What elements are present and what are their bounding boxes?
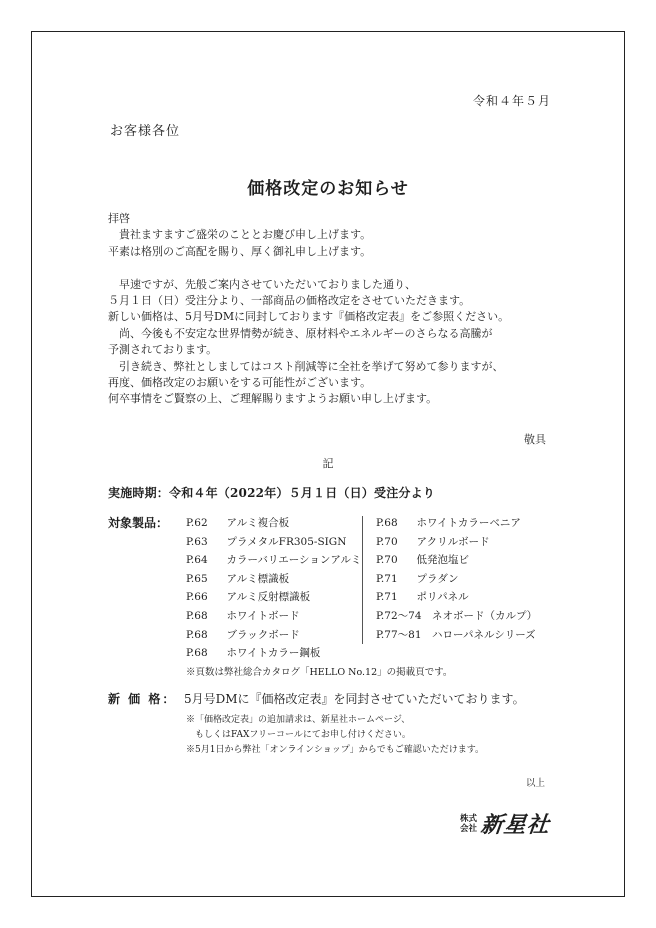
list-item (186, 551, 361, 570)
note-line: もしくはFAXフリーコールにてお申し付けください。 (186, 730, 411, 740)
list-item (186, 588, 361, 607)
company-type-top: 株式 (459, 813, 477, 824)
product-page: P.62 (186, 517, 208, 529)
product-list-left (186, 514, 361, 663)
body-line: 予測されております。 (108, 343, 218, 357)
list-item (186, 533, 361, 552)
product-page: P.71 (376, 572, 398, 585)
product-name: ホワイトボード (226, 609, 300, 622)
company-name: 新星社 (479, 813, 552, 838)
product-name: ホワイトカラーベニア (416, 517, 521, 529)
body-line: 再度、価格改定のお願いをする可能性がございます。 (108, 375, 372, 389)
company-type-bottom: 会社 (459, 823, 477, 834)
page-title: 価格改定のお知らせ (247, 179, 409, 199)
product-name: プラメタルFR305-SIGN (226, 535, 347, 548)
product-name: アルミ反射標識板 (226, 591, 311, 604)
body-line: 貴社ますますご盛栄のこととお慶び申し上げます。 (108, 228, 372, 242)
product-name: ネオボード（カルプ） (432, 609, 538, 622)
product-list-right (376, 514, 537, 644)
product-page: P.68 (186, 628, 208, 641)
body-line: 拝啓 (108, 212, 130, 225)
product-page: P.72～74 (376, 609, 422, 622)
product-name: ハローパネルシリーズ (432, 628, 536, 641)
product-page: P.71 (376, 591, 398, 604)
product-page: P.66 (186, 591, 208, 604)
list-item (376, 626, 537, 645)
list-item (376, 607, 537, 626)
list-item (186, 626, 361, 645)
product-page: P.77～81 (376, 628, 422, 641)
body-line: 尚、今後も不安定な世界情勢が続き、原材料やエネルギーのさらなる高騰が (108, 326, 493, 340)
new-price-text: 5月号DMに『価格改定表』を同封させていただいております。 (184, 692, 525, 706)
list-item (376, 570, 537, 589)
product-name: ホワイトカラー鋼板 (226, 647, 321, 660)
list-item (186, 607, 361, 626)
column-divider (362, 516, 363, 644)
product-name: 低発泡塩ビ (416, 554, 469, 567)
product-page: P.63 (186, 535, 208, 548)
product-page: P.68 (186, 609, 208, 622)
body-line: 新しい価格は、5月号DMに同封しております『価格改定表』をご参照ください。 (108, 310, 510, 324)
list-item (186, 514, 361, 533)
note-line: ※「価格改定表」の追加請求は、新星社ホームページ、 (186, 715, 411, 725)
note-line: ※5月1日から弊社「オンラインショップ」からでもご確認いただけます。 (186, 745, 484, 755)
body-line: ５月１日（日）受注分より、一部商品の価格改定をさせていただきます。 (108, 293, 471, 307)
target-products-label: 対象製品： (108, 516, 169, 530)
body-line: 平素は格別のご高配を賜り、厚く御礼申し上げます。 (108, 244, 372, 258)
product-name: プラダン (416, 572, 459, 585)
catalog-note: ※頁数は弊社総合カタログ「HELLO No.12」の掲載頁です。 (186, 667, 453, 678)
closing-keigu: 敬具 (524, 433, 546, 446)
body-line-blank (108, 260, 509, 276)
product-page: P.70 (376, 535, 398, 548)
product-page: P.64 (186, 554, 208, 567)
product-name: カラーバリエーションアルミ (226, 554, 362, 567)
list-item (376, 514, 537, 533)
company-logo (460, 808, 550, 839)
addressee: お客様各位 (110, 124, 181, 139)
product-page: P.68 (376, 517, 398, 529)
product-name: ブラックボード (226, 628, 300, 641)
product-name: ポリパネル (416, 591, 469, 604)
product-name: アルミ標識板 (226, 572, 290, 585)
product-name: アクリルボード (416, 535, 490, 548)
letter-body (108, 211, 509, 408)
product-page: P.65 (186, 572, 208, 585)
closing-ijo: 以上 (525, 778, 545, 789)
list-item (376, 551, 537, 570)
ki-heading: 記 (322, 457, 334, 470)
price-notes (186, 713, 484, 758)
body-line: 引き続き、弊社としましてはコスト削減等に全社を挙げて努めて参りますが、 (108, 359, 504, 373)
product-page: P.68 (186, 647, 208, 660)
list-item (376, 588, 537, 607)
new-price-label: 新 価 格： (108, 692, 177, 706)
company-type (460, 814, 477, 834)
body-line: 早速ですが、先般ご案内させていただいておりました通り、 (108, 277, 416, 291)
product-name: アルミ複合板 (226, 517, 290, 529)
product-page: P.70 (376, 554, 398, 567)
implementation-date: 実施時期：令和４年（2022年）５月１日（日）受注分より (108, 486, 436, 500)
body-line: 何卒事情をご賢察の上、ご理解賜りますようお願い申し上げます。 (108, 392, 438, 406)
list-item (186, 644, 361, 663)
issue-date: 令和４年５月 (472, 94, 551, 108)
list-item (376, 533, 537, 552)
list-item (186, 570, 361, 589)
